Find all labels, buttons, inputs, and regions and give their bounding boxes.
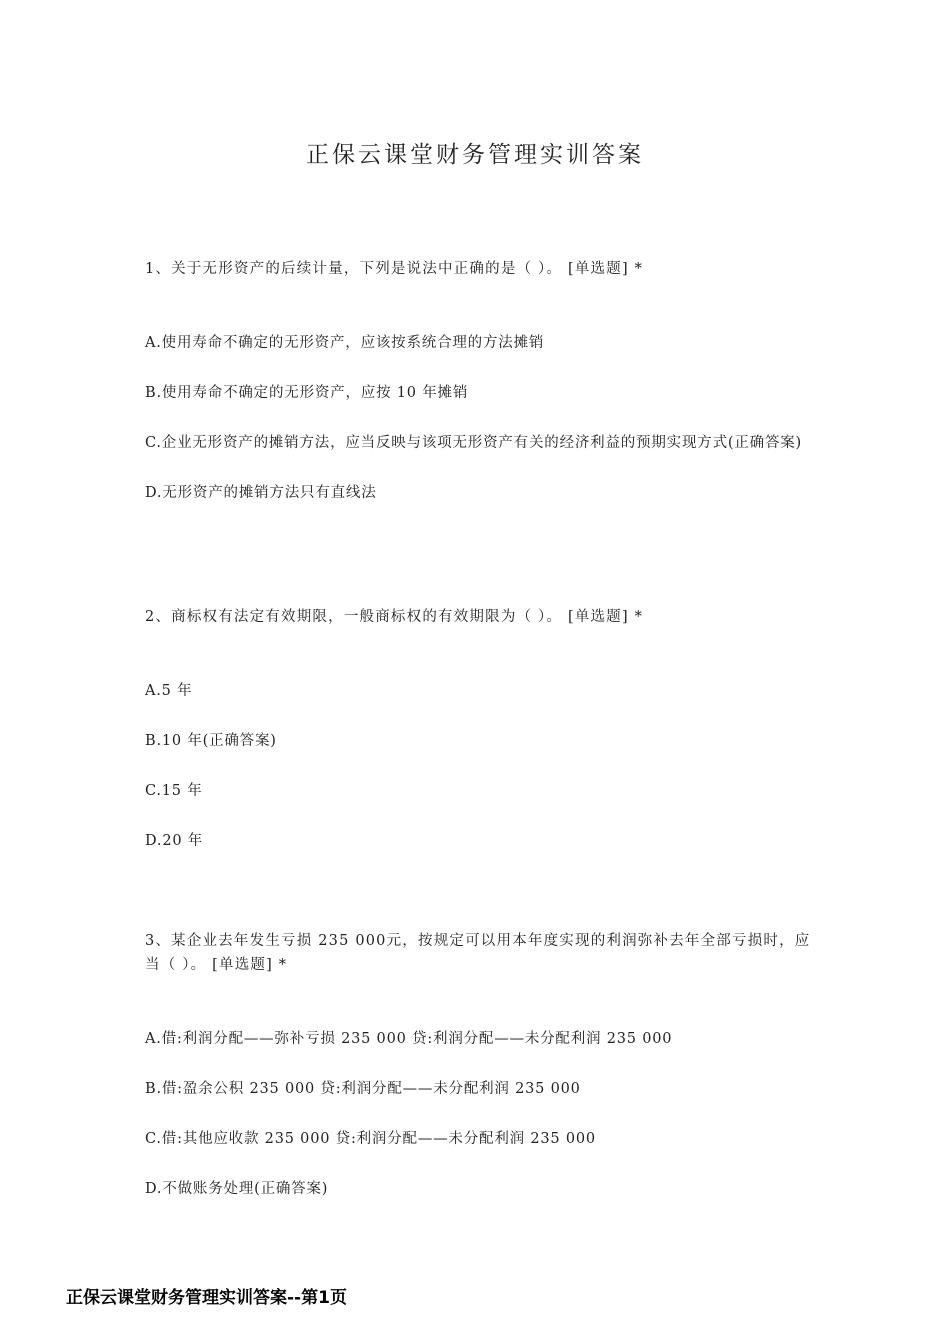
option-list [145, 1027, 815, 1201]
option-b: B.借:盈余公积 235 000 贷:利润分配——未分配利润 235 000 [145, 1081, 581, 1097]
question-3 [145, 929, 815, 1227]
option-d: D.不做账务处理(正确答案) [145, 1181, 329, 1197]
question-stem: 2、商标权有法定有效期限，一般商标权的有效期限为（ ）。 [单选题] * [145, 609, 644, 625]
option-d: D.20 年 [145, 833, 204, 849]
question-1 [145, 257, 815, 531]
question-stem: 1、关于无形资产的后续计量，下列是说法中正确的是（ ）。 [单选题] * [145, 261, 644, 277]
option-list [145, 331, 815, 505]
option-a: A.借:利润分配——弥补亏损 235 000 贷:利润分配——未分配利润 235 000 [145, 1031, 673, 1047]
option-d: D.无形资产的摊销方法只有直线法 [145, 485, 377, 501]
option-b: B.使用寿命不确定的无形资产，应按 10 年摊销 [145, 385, 469, 401]
option-a: A.5 年 [145, 683, 193, 699]
option-c: C.企业无形资产的摊销方法，应当反映与该项无形资产有关的经济利益的预期实现方式(正确答案) [145, 435, 802, 451]
option-c: C.借:其他应收款 235 000 贷:利润分配——未分配利润 235 000 [145, 1131, 596, 1147]
page-footer: 正保云课堂财务管理实训答案--第1页 [66, 1288, 347, 1308]
question-stem: 3、某企业去年发生亏损 235 000元，按规定可以用本年度实现的利润弥补去年全部亏损时，应当（ ）。 [单选题] * [145, 933, 811, 973]
question-2 [145, 605, 815, 879]
option-a: A.使用寿命不确定的无形资产，应该按系统合理的方法摊销 [145, 335, 545, 351]
option-list [145, 679, 815, 853]
option-c: C.15 年 [145, 783, 203, 799]
page-title: 正保云课堂财务管理实训答案 [306, 142, 644, 168]
option-b: B.10 年(正确答案) [145, 733, 277, 749]
